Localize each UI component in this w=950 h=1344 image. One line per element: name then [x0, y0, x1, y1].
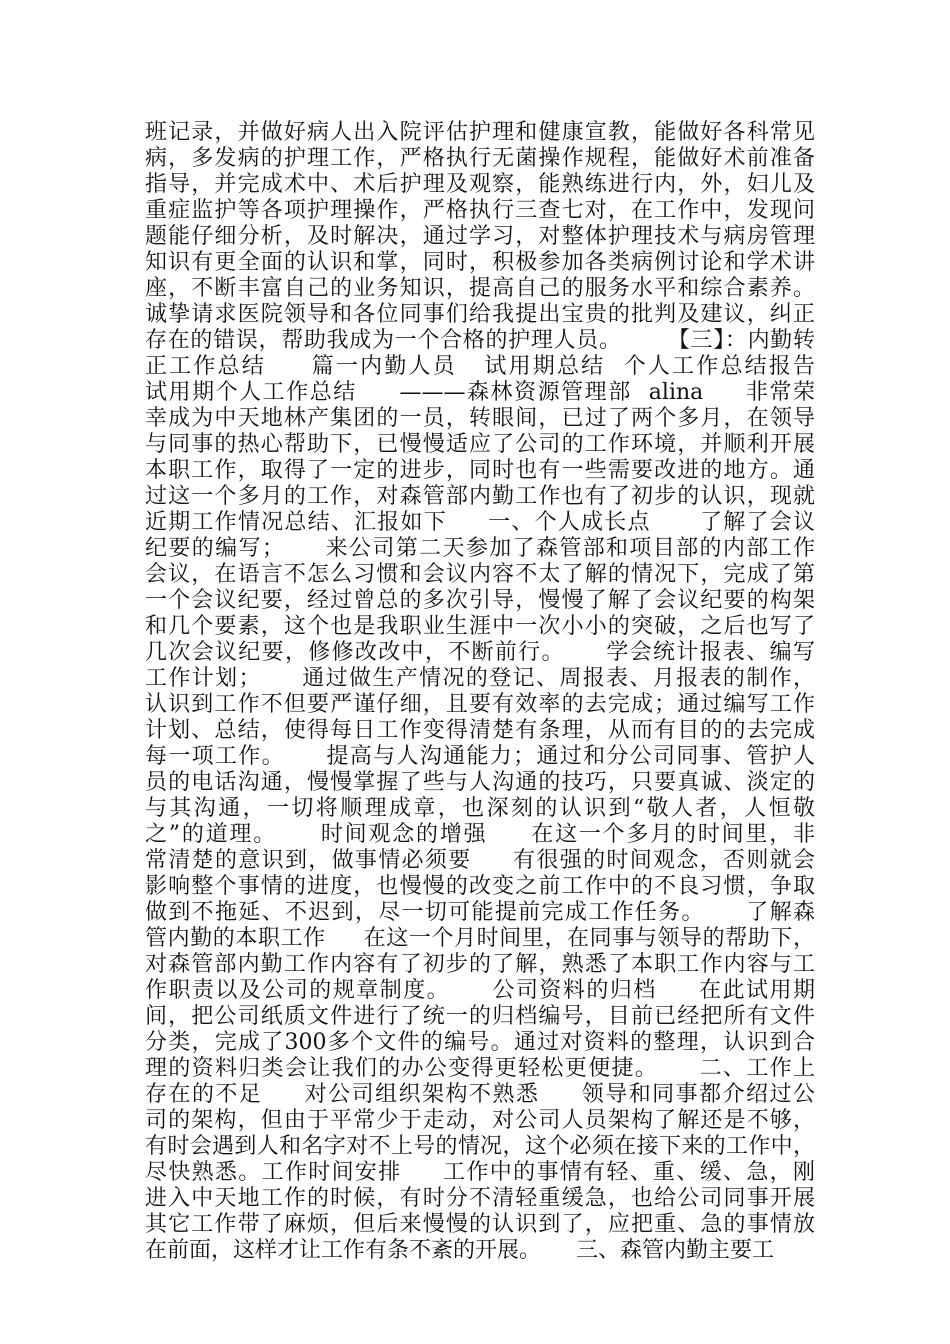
text-line: 司的架构，但由于平常少于走动，对公司人员架构了解还是不够， — [145, 1108, 815, 1133]
text-line: 存在的错误，帮助我成为一个合格的护理人员。 【三】：内勤转 — [145, 328, 815, 353]
text-line: 管内勤的本职工作 在这一个月时间里，在同事与领导的帮助下， — [145, 926, 815, 951]
text-line: 尽快熟悉。工作时间安排 工作中的事情有轻、重、缓、急，刚 — [145, 1160, 815, 1185]
text-line: 重症监护等各项护理操作，严格执行三查七对，在工作中，发现问 — [145, 198, 815, 223]
text-line: 会议，在语言不怎么习惯和会议内容不太了解的情况下，完成了第 — [145, 562, 815, 587]
text-line: 计划、总结，使得每日工作变得清楚有条理，从而有目的的去完成 — [145, 718, 815, 743]
text-line: 和几个要素，这个也是我职业生涯中一次小小的突破，之后也写了 — [145, 614, 815, 639]
text-line: 分类，完成了300多个文件的编号。通过对资料的整理，认识到合 — [145, 1030, 815, 1055]
text-line: 纪要的编写； 来公司第二天参加了森管部和项目部的内部工作 — [145, 536, 815, 561]
text-line: 员的电话沟通，慢慢掌握了些与人沟通的技巧，只要真诚、淡定的 — [145, 770, 815, 795]
text-line: 与同事的热心帮助下，已慢慢适应了公司的工作环境，并顺利开展 — [145, 432, 815, 457]
text-line: 影响整个事情的进度，也慢慢的改变之前工作中的不良习惯，争取 — [145, 874, 815, 899]
text-line: 作职责以及公司的规章制度。 公司资料的归档 在此试用期 — [145, 978, 815, 1003]
text-line: 与其沟通，一切将顺理成章，也深刻的认识到“敬人者，人恒敬 — [145, 796, 815, 821]
text-line: 本职工作，取得了一定的进步，同时也有一些需要改进的地方。通 — [145, 458, 815, 483]
text-line: 几次会议纪要，修修改改中，不断前行。 学会统计报表、编写 — [145, 640, 815, 665]
text-line: 每一项工作。 提高与人沟通能力；通过和分公司同事、管护人 — [145, 744, 815, 769]
text-line: 诚挚请求医院领导和各位同事们给我提出宝贵的批判及建议，纠正 — [145, 302, 815, 327]
text-line: 病，多发病的护理工作，严格执行无菌操作规程，能做好术前准备 — [145, 146, 815, 171]
text-line: 知识有更全面的认识和掌，同时，积极参加各类病例讨论和学术讲 — [145, 250, 815, 275]
text-line: 座，不断丰富自己的业务知识，提高自己的服务水平和综合素养。 — [145, 276, 815, 301]
text-line: 幸成为中天地林产集团的一员，转眼间，已过了两个多月，在领导 — [145, 406, 815, 431]
text-line: 做到不拖延、不迟到，尽一切可能提前完成工作任务。 了解森 — [145, 900, 815, 925]
text-line: 近期工作情况总结、汇报如下 一、个人成长点 了解了会议 — [145, 510, 815, 535]
text-line: 之”的道理。 时间观念的增强 在这一个多月的时间里，非 — [145, 822, 815, 847]
text-line: 试用期个人工作总结 ———森林资源管理部 alina 非常荣 — [145, 380, 815, 405]
text-line: 其它工作带了麻烦，但后来慢慢的认识到了，应把重、急的事情放 — [145, 1212, 815, 1237]
text-line: 间，把公司纸质文件进行了统一的归档编号，目前已经把所有文件 — [145, 1004, 815, 1029]
text-line: 进入中天地工作的时候，有时分不清轻重缓急，也给公司同事开展 — [145, 1186, 815, 1211]
text-line: 认识到工作不但要严谨仔细，且要有效率的去完成；通过编写工作 — [145, 692, 815, 717]
text-line: 存在的不足 对公司组织架构不熟悉 领导和同事都介绍过公 — [145, 1082, 815, 1107]
text-line: 过这一个多月的工作，对森管部内勤工作也有了初步的认识，现就 — [145, 484, 815, 509]
text-line: 一个会议纪要，经过曾总的多次引导，慢慢了解了会议纪要的构架 — [145, 588, 815, 613]
text-line: 正工作总结 篇一内勤人员 试用期总结 个人工作总结报告 — [145, 354, 815, 379]
text-line: 常清楚的意识到，做事情必须要 有很强的时间观念，否则就会 — [145, 848, 815, 873]
text-line: 对森管部内勤工作内容有了初步的了解，熟悉了本职工作内容与工 — [145, 952, 815, 977]
text-line: 在前面，这样才让工作有条不紊的开展。 三、森管内勤主要工 — [145, 1238, 774, 1263]
text-line: 工作计划； 通过做生产情况的登记、周报表、月报表的制作， — [145, 666, 815, 691]
text-line: 班记录，并做好病人出入院评估护理和健康宣教，能做好各科常见 — [145, 120, 815, 145]
document-body — [145, 120, 815, 1264]
text-line: 理的资料归类会让我们的办公变得更轻松更便捷。 二、工作上 — [145, 1056, 815, 1081]
text-line: 有时会遇到人和名字对不上号的情况，这个必须在接下来的工作中， — [145, 1134, 815, 1159]
text-line: 指导，并完成术中、术后护理及观察，能熟练进行内，外，妇儿及 — [145, 172, 815, 197]
text-line: 题能仔细分析，及时解决，通过学习，对整体护理技术与病房管理 — [145, 224, 815, 249]
